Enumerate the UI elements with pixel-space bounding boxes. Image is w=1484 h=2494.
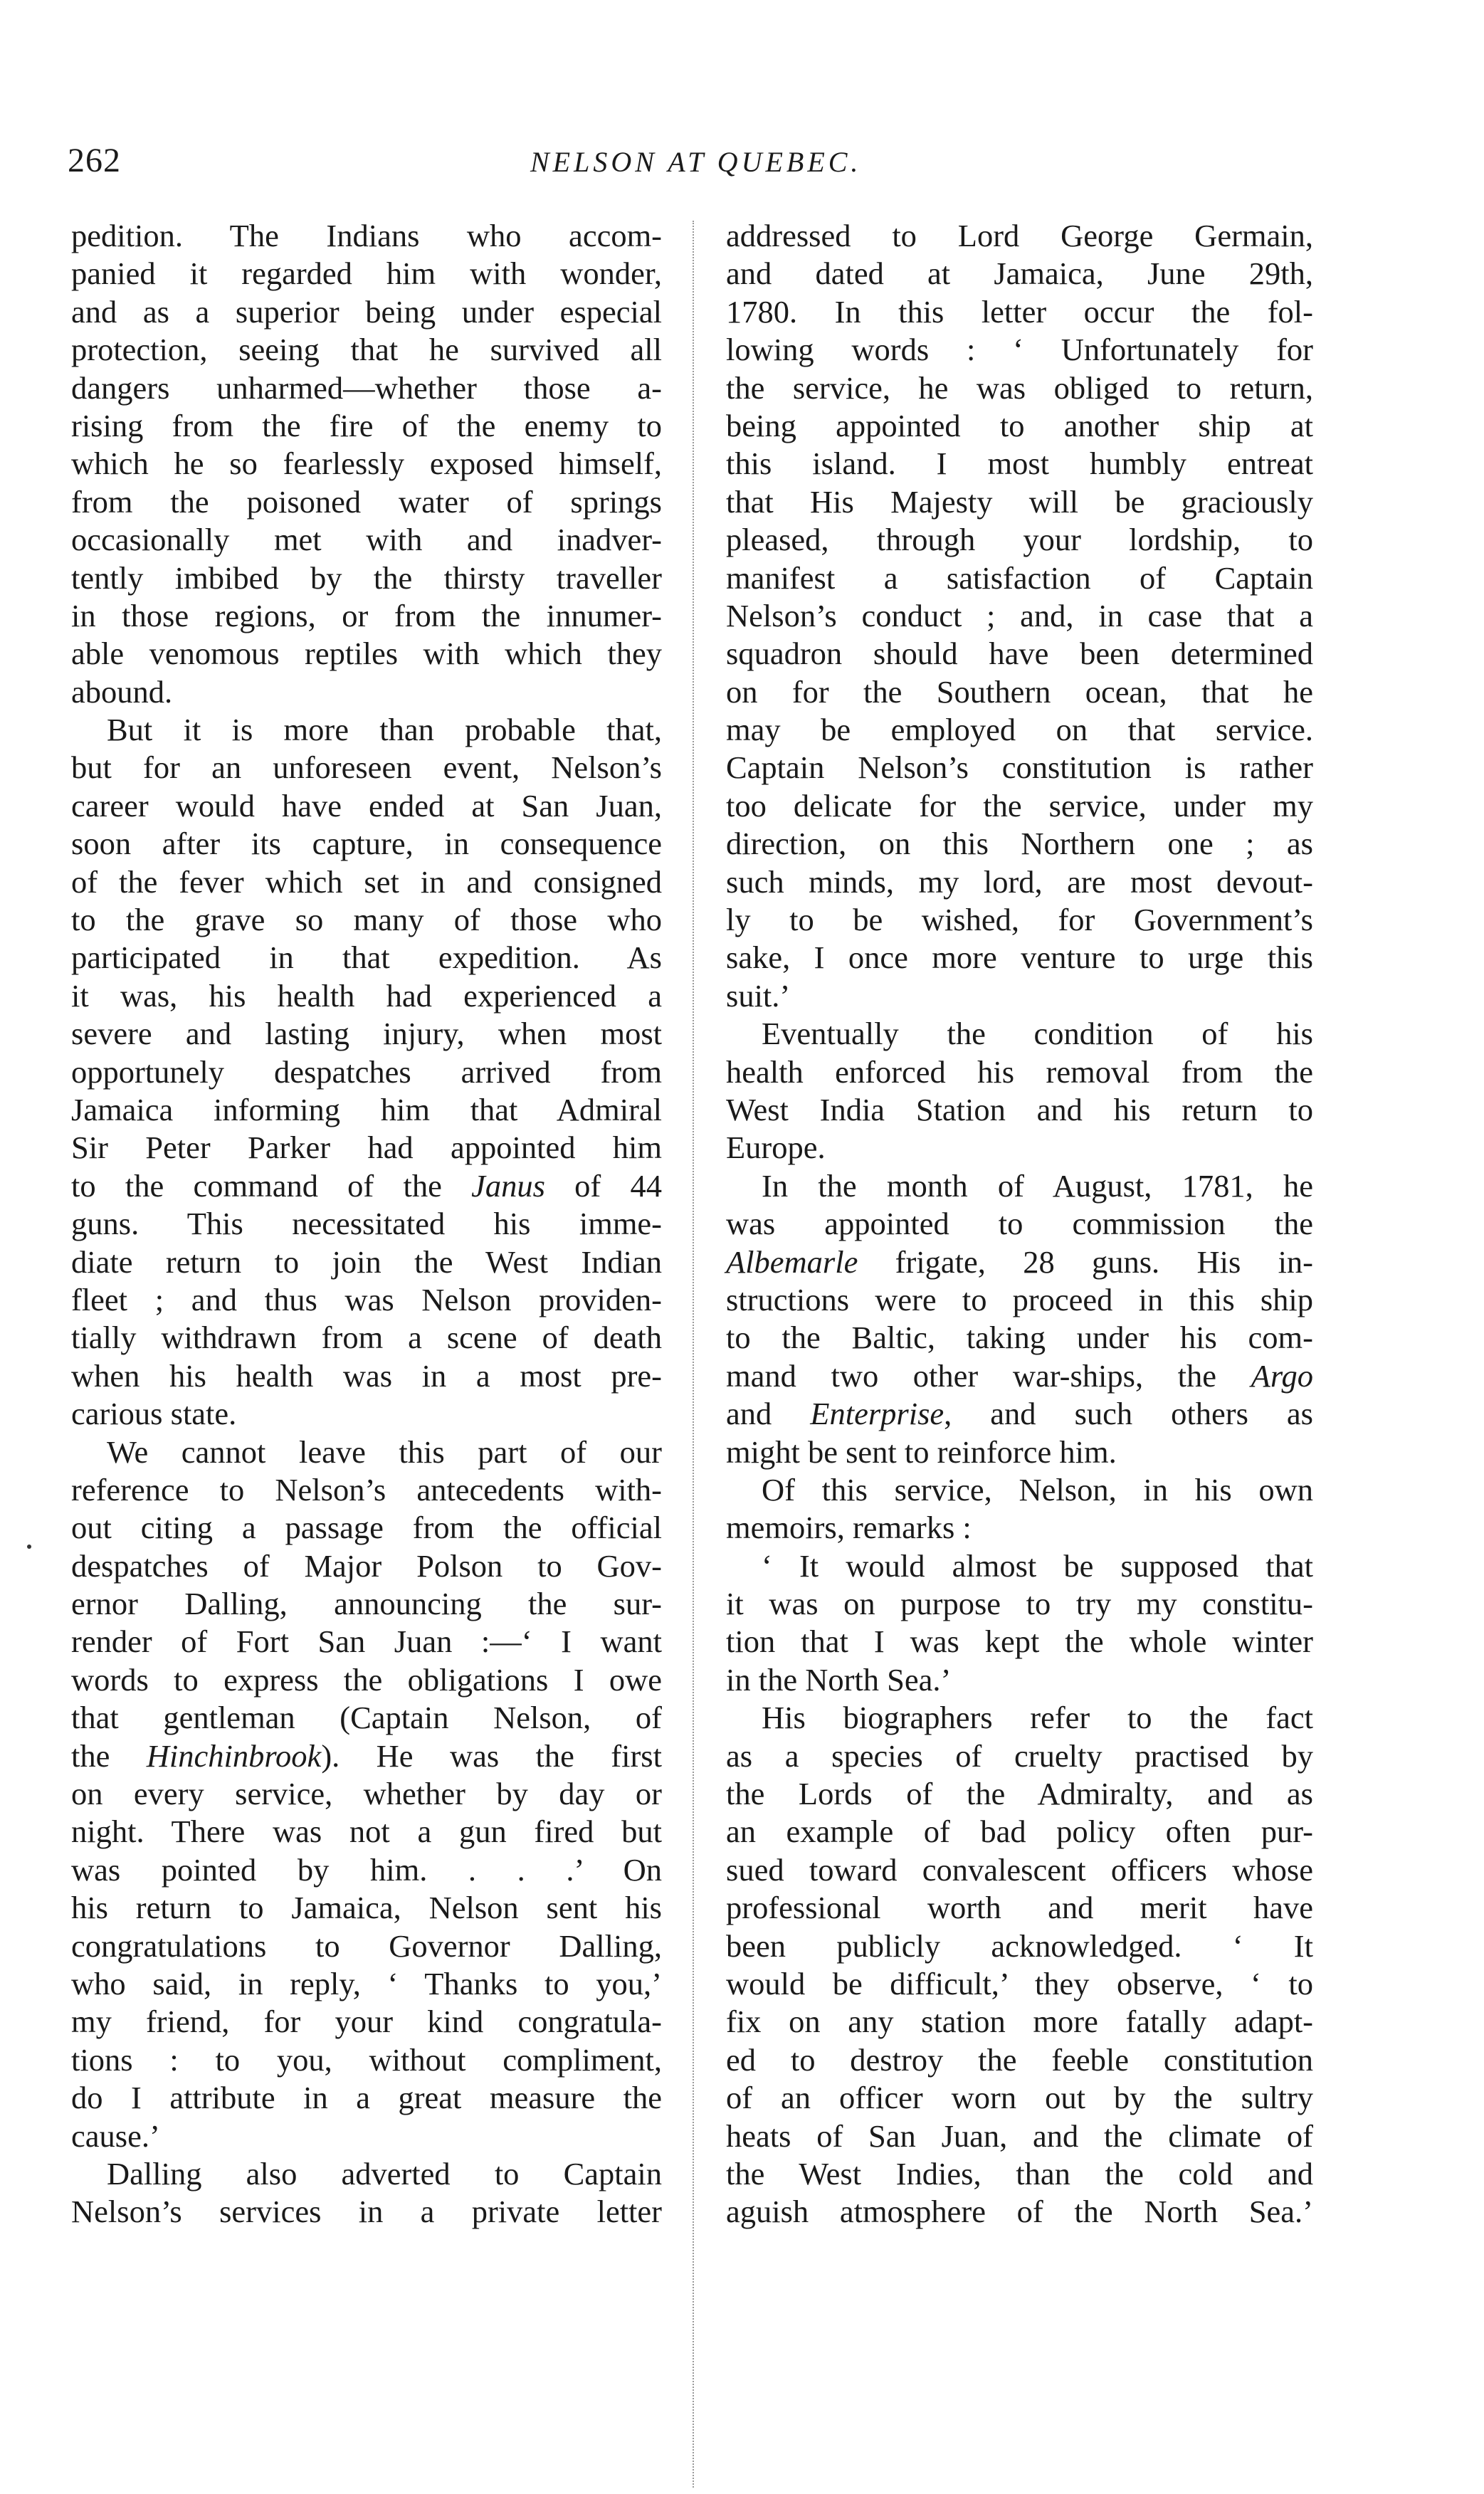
text-line: on for the Southern ocean, that he [726, 673, 1313, 710]
text-line: guns. This necessitated his imme- [71, 1206, 662, 1242]
text-line: severe and lasting injury, when most [71, 1016, 662, 1052]
text-line: render of Fort San Juan :—‘ I want [71, 1624, 662, 1660]
text-line: direction, on this Northern one ; as [726, 826, 1313, 862]
text-line: dangers unharmed—whether those a- [71, 369, 662, 406]
text-line: diate return to join the West Indian [71, 1243, 662, 1280]
text-line: being appointed to another ship at [726, 407, 1313, 443]
text-line: an example of bad policy often pur- [726, 1814, 1313, 1850]
text-line: ernor Dalling, announcing the sur- [71, 1586, 662, 1622]
text-line: this island. I most humbly entreat [726, 446, 1313, 482]
text-line: it was, his health had experienced a [71, 977, 662, 1014]
text-line: in those regions, or from the innumer- [71, 597, 662, 633]
text-line: Sir Peter Parker had appointed him [71, 1130, 662, 1166]
text-line: and dated at Jamaica, June 29th, [726, 256, 1313, 292]
text-line: heats of San Juan, and the climate of [726, 2117, 1313, 2154]
text-line: of the fever which set in and consigned [71, 863, 662, 900]
text-line: rising from the fire of the enemy to [71, 407, 662, 443]
text-line: panied it regarded him with wonder, [71, 256, 662, 292]
text-line: Of this service, Nelson, in his own [762, 1471, 1313, 1508]
text-line: structions were to proceed in this ship [726, 1281, 1313, 1317]
text-line: lowing words : ‘ Unfortunately for [726, 332, 1313, 368]
text-line: Nelson’s services in a private letter [71, 2194, 662, 2230]
text-line: who said, in reply, ‘ Thanks to you,’ [71, 1965, 662, 2001]
running-head: NELSON AT QUEBEC. [530, 146, 862, 178]
text-line: been publicly acknowledged. ‘ It [726, 1927, 1313, 1964]
text-line: might be sent to reinforce him. [726, 1433, 1117, 1470]
page-number: 262 [68, 142, 121, 179]
text-line: opportunely despatches arrived from [71, 1053, 662, 1090]
text-line: professional worth and merit have [726, 1890, 1313, 1926]
text-line: able venomous reptiles with which they [71, 636, 662, 672]
text-line: from the poisoned water of springs [71, 483, 662, 520]
text-line: Eventually the condition of his [762, 1016, 1313, 1052]
page-header [68, 141, 1320, 191]
text-line: West India Station and his return to [726, 1091, 1313, 1127]
text-line: the Hinchinbrook). He was the first [71, 1737, 662, 1774]
text-line: In the month of August, 1781, he [762, 1167, 1313, 1204]
text-line: Europe. [726, 1130, 826, 1166]
text-line: as a species of cruelty practised by [726, 1737, 1313, 1774]
text-line: Albemarle frigate, 28 guns. His in- [726, 1243, 1313, 1280]
text-line: tions : to you, without compliment, [71, 2041, 662, 2078]
text-line: such minds, my lord, are most devout- [726, 863, 1313, 900]
text-line: We cannot leave this part of our [107, 1433, 662, 1470]
text-line: fleet ; and thus was Nelson providen- [71, 1281, 662, 1317]
left-column [71, 217, 662, 2231]
text-line: protection, seeing that he survived all [71, 332, 662, 368]
text-line: occasionally met with and inadver- [71, 522, 662, 558]
text-line: congratulations to Governor Dalling, [71, 1927, 662, 1964]
text-line: Nelson’s conduct ; and, in case that a [726, 597, 1313, 633]
text-line: mand two other war-ships, the Argo [726, 1357, 1313, 1394]
text-line: Jamaica informing him that Admiral [71, 1091, 662, 1127]
text-line: would be difficult,’ they observe, ‘ to [726, 1965, 1313, 2001]
text-line: fix on any station more fatally adapt- [726, 2004, 1313, 2040]
text-line: ‘ It would almost be supposed that [762, 1547, 1313, 1584]
text-line: words to express the obligations I owe [71, 1661, 662, 1698]
text-line: on every service, whether by day or [71, 1776, 662, 1812]
text-line: that His Majesty will be graciously [726, 483, 1313, 520]
text-line: it was on purpose to try my constitu- [726, 1586, 1313, 1622]
text-line: addressed to Lord George Germain, [726, 218, 1313, 253]
text-line: his return to Jamaica, Nelson sent his [71, 1890, 662, 1926]
text-line: But it is more than probable that, [107, 712, 662, 748]
text-line: was appointed to commission the [726, 1206, 1313, 1242]
text-line: out citing a passage from the official [71, 1510, 662, 1546]
text-line: participated in that expedition. As [71, 940, 662, 976]
text-line: sued toward convalescent officers whose [726, 1851, 1313, 1888]
text-line: reference to Nelson’s antecedents with- [71, 1471, 662, 1508]
text-line: soon after its capture, in consequence [71, 826, 662, 862]
text-line: which he so fearlessly exposed himself, [71, 446, 662, 482]
text-line: ly to be wished, for Government’s [726, 902, 1313, 938]
text-line: tion that I was kept the whole winter [726, 1624, 1313, 1660]
text-line: manifest a satisfaction of Captain [726, 559, 1313, 596]
text-line: tently imbibed by the thirsty traveller [71, 559, 662, 596]
text-line: sake, I once more venture to urge this [726, 940, 1313, 976]
text-line: of an officer worn out by the sultry [726, 2080, 1313, 2116]
text-line: too delicate for the service, under my [726, 787, 1313, 824]
text-line: His biographers refer to the fact [762, 1700, 1313, 1736]
text-line: and Enterprise, and such others as [726, 1396, 1313, 1432]
text-line: the service, he was obliged to return, [726, 369, 1313, 406]
text-line: squadron should have been determined [726, 636, 1313, 672]
text-line: ed to destroy the feeble constitution [726, 2041, 1313, 2078]
text-line: pedition. The Indians who accom- [71, 218, 662, 253]
text-line: my friend, for your kind congratula- [71, 2004, 662, 2040]
text-line: do I attribute in a great measure the [71, 2080, 662, 2116]
text-line: when his health was in a most pre- [71, 1357, 662, 1394]
text-line: that gentleman (Captain Nelson, of [71, 1700, 662, 1736]
text-line: tially withdrawn from a scene of death [71, 1320, 662, 1356]
text-line: cause.’ [71, 2117, 160, 2154]
text-line: the West Indies, than the cold and [726, 2155, 1313, 2192]
text-line: the Lords of the Admiralty, and as [726, 1776, 1313, 1812]
column-divider [693, 221, 694, 2488]
text-line: suit.’ [726, 977, 791, 1014]
text-line: health enforced his removal from the [726, 1053, 1313, 1090]
text-line: was pointed by him. . . .’ On [71, 1851, 662, 1888]
text-line: to the command of the Janus of 44 [71, 1167, 662, 1204]
text-line: Captain Nelson’s constitution is rather [726, 749, 1313, 786]
text-line: and as a superior being under especial [71, 293, 662, 330]
text-line: memoirs, remarks : [726, 1510, 972, 1546]
text-line: despatches of Major Polson to Gov- [71, 1547, 662, 1584]
text-line: in the North Sea.’ [726, 1661, 952, 1698]
text-line: career would have ended at San Juan, [71, 787, 662, 824]
text-line: to the Baltic, taking under his com- [726, 1320, 1313, 1356]
text-line: night. There was not a gun fired but [71, 1814, 662, 1850]
text-line: aguish atmosphere of the North Sea.’ [726, 2194, 1313, 2230]
text-line: carious state. [71, 1396, 237, 1432]
text-line: may be employed on that service. [726, 712, 1313, 748]
text-line: but for an unforeseen event, Nelson’s [71, 749, 662, 786]
text-line: to the grave so many of those who [71, 902, 662, 938]
text-line: Dalling also adverted to Captain [107, 2155, 662, 2192]
text-line: 1780. In this letter occur the fol- [726, 293, 1313, 330]
right-column [726, 217, 1313, 2231]
text-line: abound. [71, 673, 173, 710]
text-line: pleased, through your lordship, to [726, 522, 1313, 558]
stray-ink-mark [27, 1545, 31, 1549]
